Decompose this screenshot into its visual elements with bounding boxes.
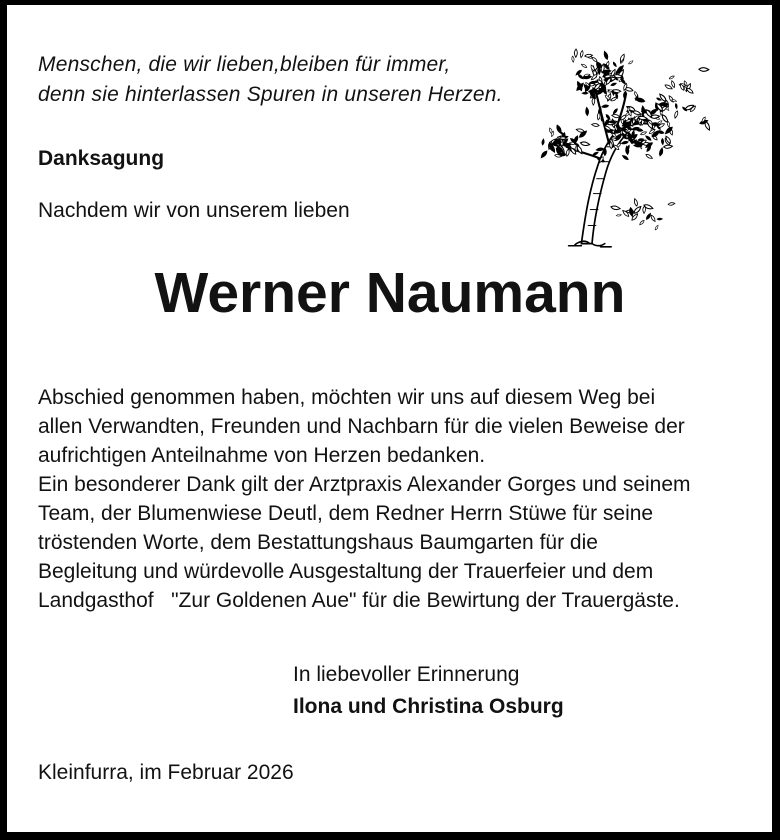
epigraph: Menschen, die wir lieben,bleiben für immer, denn sie hinterlassen Spuren in unseren Herzen. [38,53,503,106]
closing-line: In liebevoller Erinnerung [293,663,520,686]
place-date-line: Kleinfurra, im Februar 2026 [38,761,294,784]
intro-line: Nachdem wir von unserem lieben [38,199,350,222]
windblown-tree-icon [534,34,716,250]
deceased-name: Werner Naumann [154,261,626,325]
signature-block [293,659,564,723]
family-names: Ilona und Christina Osburg [293,695,564,718]
notice-heading: Danksagung [38,147,165,170]
thank-you-text: Abschied genommen haben, möchten wir uns auf diesem Weg bei allen Verwandten, Freunden und Nachbarn für die vielen Beweise der aufrichtigen Anteilnahme von Herzen bedanken. Ein besonderer Dank gilt der Arztpraxis Alexander Gorges und seinem Team, der Blumenwiese Deutl, dem Redner Herrn Stüwe für seine tröstenden Worte, dem Bestattungshaus Baumgarten für die Begleitung und würdevolle Ausgestaltung der Trauerfeier und dem Landgasthof "Zur Goldenen Aue" für die Bewirtung der Trauergäste. [38,386,691,612]
